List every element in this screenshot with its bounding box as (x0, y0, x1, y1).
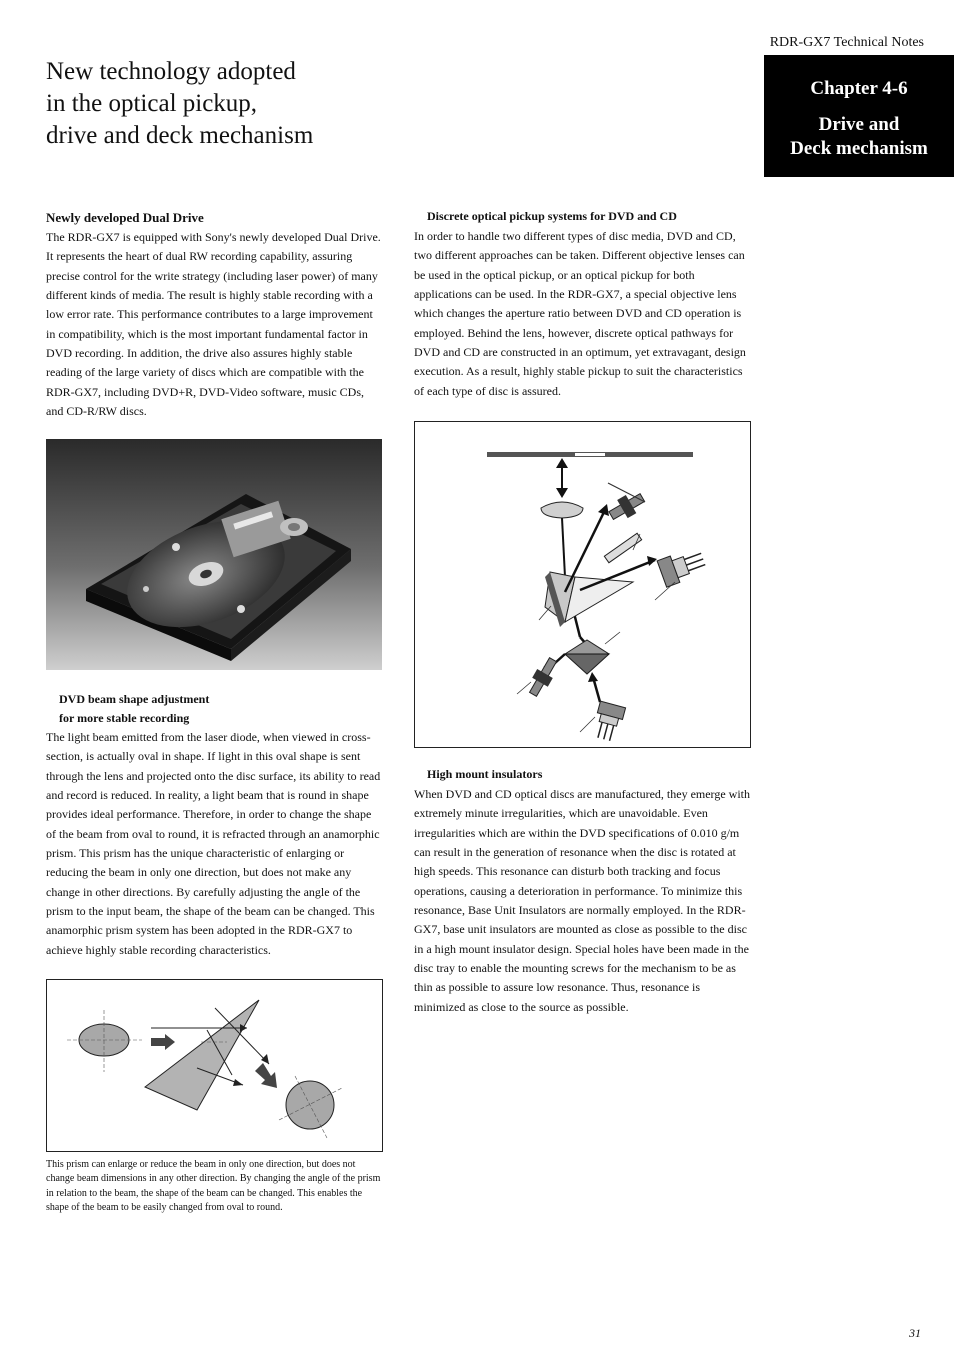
insulators-body: When DVD and CD optical discs are manufactured, they emerge with extremely minute irregularities, which are unavoidable. Even irregularities which are within the DVD specifications of 0.010 g/m can result in the generation of resonance when the disc is rotated at high speeds. This resonance can disturb both tracking and focus operations, causing a deterioration in performance. To minimize this resonance, Base Unit Insulators are normally employed. In the RDR-GX7, base unit insulators are mounted as close as possible to the disc in a high mount insulator design. Special holes have been made in the disc tray to enable the mounting screws for the mechanism to be as thin as possible to assure low resonance. Thus, resonance is minimized as close to the source as possible. (414, 787, 750, 1014)
pickup-heading: Discrete optical pickup systems for DVD and CD (427, 209, 677, 223)
drive-photo (46, 439, 382, 670)
chapter-box (764, 55, 954, 177)
chapter-title-line1: Drive and (818, 114, 900, 135)
optical-pickup-illustration (415, 422, 750, 747)
prism-diagram (46, 979, 383, 1152)
document-label: RDR-GX7 Technical Notes (769, 35, 924, 50)
beam-shape-heading-line2: for more stable recording (59, 711, 190, 725)
prism-caption: This prism can enlarge or reduce the beam in only one direction, but does not change beam dimensions in any other direction. By changing the angle of the prism in relation to the beam, the shape of the beam can be changed. This enables the shape of the beam to be easily changed from oval to round. (46, 1159, 381, 1214)
dual-drive-heading: Newly developed Dual Drive (46, 210, 204, 225)
page-title-line2: in the optical pickup, (46, 90, 258, 117)
page-title-line3: drive and deck mechanism (46, 122, 314, 149)
page-number: 31 (909, 1326, 921, 1340)
chapter-title-line2: Deck mechanism (790, 138, 928, 159)
drive-photo-illustration (46, 439, 382, 670)
pickup-body: In order to handle two different types of disc media, DVD and CD, two different approaches can be taken. Different objective lenses can be used in the optical pickup, or an optical pickup for both applications can be used. In the RDR-GX7, a special objective lens which changes the aperture ratio between DVD and CD operation is employed. Behind the lens, however, discrete optical pathways for DVD and CD are constructed in an optimum, yet extravagant, design execution. As a result, highly stable pickup to suit the characteristics of each type of disc is assured. (414, 229, 746, 398)
beam-shape-heading-line1: DVD beam shape adjustment (59, 692, 210, 706)
insulators-heading: High mount insulators (427, 767, 543, 781)
optical-pickup-diagram (414, 421, 751, 748)
page-title (46, 56, 486, 152)
chapter-number: Chapter 4-6 (810, 78, 908, 99)
prism-diagram-illustration (47, 980, 382, 1151)
dual-drive-body: The RDR-GX7 is equipped with Sony's newly developed Dual Drive. It represents the heart of dual RW recording capability, assuring precise control for the write strategy (including laser power) of many different kinds of media. The result is highly stable recording with a low error rate. This performance contributes to a large improvement in compatibility, which is the most important fundamental factor in DVD recording. In addition, the drive also assures highly stable reading of the large variety of discs which are compatible with the RDR-GX7, including DVD+R, DVD-Video software, music CDs, and CD-R/RW discs. (46, 230, 381, 419)
beam-shape-body: The light beam emitted from the laser diode, when viewed in cross-section, is actually oval in shape. If light in this oval shape is sent through the lens and projected onto the disc surface, its ability to read and record is reduced. In reality, a light beam that is round in shape provides ideal performance. Therefore, in order to change the shape of the beam from oval to round, it is refracted through an anamorphic prism. This prism has the unique characteristic of enlarging or reducing the beam in only one direction, but does not make any change in other directions. By carefully adjusting the angle of the prism to the input beam, the shape of the beam can be changed. This anamorphic prism system has been adopted in the RDR-GX7 to achieve highly stable recording characteristics. (46, 730, 381, 957)
page-title-line1: New technology adopted (46, 58, 296, 85)
